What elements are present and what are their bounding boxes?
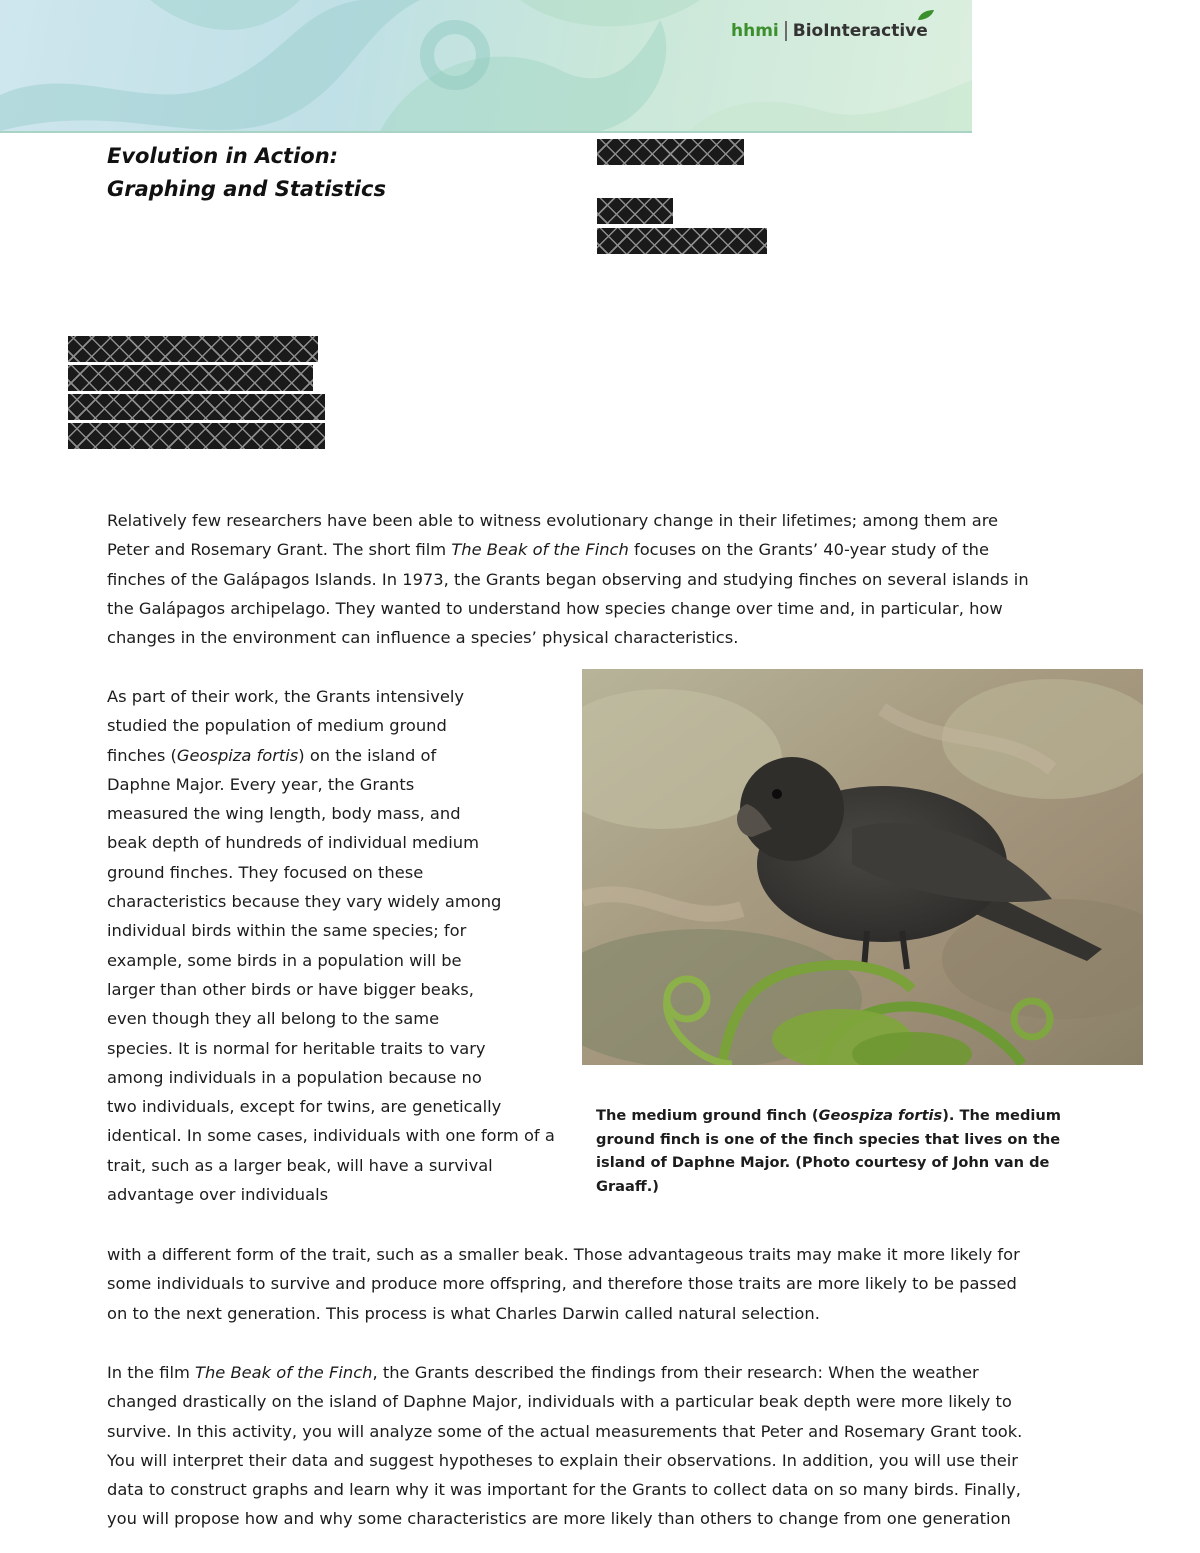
text-line: beak depth of hundreds of individual medium	[107, 833, 479, 853]
leaf-icon	[916, 8, 936, 22]
redacted-block	[597, 228, 767, 254]
activity-overview-paragraph	[107, 1358, 1022, 1534]
finch-study-paragraph	[107, 682, 555, 1209]
text-line: you will propose how and why some characteristics are more likely than others to change from one generation	[107, 1509, 1011, 1529]
redacted-block	[597, 139, 744, 165]
logo-hhmi-text: hhmi	[731, 21, 779, 41]
header-banner	[0, 0, 972, 133]
text-line: changes in the environment can influence a species’ physical characteristics.	[107, 628, 739, 648]
intro-paragraph	[107, 506, 1029, 652]
film-title: The Beak of the Finch	[451, 540, 629, 560]
title-line-2: Graphing and Statistics	[107, 177, 386, 201]
text-line: example, some birds in a population will be	[107, 950, 462, 970]
text-line: studied the population of medium ground	[107, 716, 447, 736]
redacted-block	[68, 423, 325, 449]
text-line: In the film The Beak of the Finch, the Grants described the findings from their research: When the weather	[107, 1363, 979, 1382]
title-line-1: Evolution in Action:	[107, 144, 339, 168]
text-line: identical. In some cases, individuals with one form of a	[107, 1126, 555, 1146]
text-line: some individuals to survive and produce more offspring, and therefore those traits are more likely to be passed	[107, 1274, 1017, 1294]
caption-line: Graaff.)	[596, 1177, 659, 1195]
text-line: Daphne Major. Every year, the Grants	[107, 774, 415, 794]
redacted-block	[68, 336, 318, 362]
text-line: Relatively few researchers have been able to witness evolutionary change in their lifetimes; among them are	[107, 511, 999, 530]
logo-divider	[785, 21, 787, 41]
film-title: The Beak of the Finch	[195, 1363, 373, 1382]
text-line: species. It is normal for heritable traits to vary	[107, 1038, 486, 1058]
text-line: changed drastically on the island of Daphne Major, individuals with a particular beak depth were more likely to	[107, 1392, 1012, 1412]
text-line: two individuals, except for twins, are genetically	[107, 1097, 502, 1117]
text-line: Peter and Rosemary Grant. The short film The Beak of the Finch focuses on the Grants’ 40-year study of the	[107, 540, 990, 560]
text-line: individual birds within the same species; for	[107, 921, 467, 941]
text-line: characteristics because they vary widely among	[107, 892, 502, 912]
text-line: trait, such as a larger beak, will have a survival	[107, 1155, 493, 1175]
text-line: on to the next generation. This process is what Charles Darwin called natural selection.	[107, 1303, 820, 1323]
text-line: among individuals in a population because no	[107, 1067, 482, 1087]
caption-line: The medium ground finch (Geospiza fortis). The medium	[596, 1107, 1062, 1124]
redacted-block	[68, 394, 325, 420]
finch-illustration	[582, 669, 1143, 1065]
caption-line: island of Daphne Major. (Photo courtesy of John van de	[596, 1154, 1050, 1171]
document-title	[107, 140, 386, 206]
finch-photo	[582, 669, 1143, 1065]
caption-species-name: Geospiza fortis	[818, 1107, 943, 1124]
text-line: advantage over individuals	[107, 1185, 329, 1205]
hhmi-biointeractive-logo[interactable]	[731, 20, 928, 42]
text-line: survive. In this activity, you will analyze some of the actual measurements that Peter and Rosemary Grant took.	[107, 1421, 1023, 1441]
species-name: Geospiza fortis	[176, 745, 299, 765]
caption-line: ground finch is one of the finch species that lives on the	[596, 1130, 1061, 1148]
text-line: You will interpret their data and suggest hypotheses to explain their observations. In addition, you will use their	[107, 1450, 1018, 1470]
natural-selection-paragraph	[107, 1240, 1020, 1328]
text-line: finches of the Galápagos Islands. In 1973, the Grants began observing and studying finches on several islands in	[107, 569, 1029, 589]
text-line: ground finches. They focused on these	[107, 862, 424, 882]
text-line: the Galápagos archipelago. They wanted to understand how species change over time and, in particular, how	[107, 598, 1003, 618]
text-line: finches (Geospiza fortis) on the island of	[107, 745, 437, 765]
text-line: As part of their work, the Grants intensively	[107, 687, 465, 706]
photo-caption	[596, 1104, 1061, 1198]
redacted-block	[597, 198, 673, 224]
text-line: with a different form of the trait, such as a smaller beak. Those advantageous traits may make it more likely for	[107, 1245, 1020, 1264]
text-line: even though they all belong to the same	[107, 1009, 440, 1029]
logo-biointeractive-text: BioInteractive	[792, 21, 928, 41]
redacted-block	[68, 365, 313, 391]
text-line: data to construct graphs and learn why it was important for the Grants to collect data on so many birds. Finally,	[107, 1480, 1021, 1500]
text-line: measured the wing length, body mass, and	[107, 804, 461, 824]
text-line: larger than other birds or have bigger beaks,	[107, 979, 474, 999]
